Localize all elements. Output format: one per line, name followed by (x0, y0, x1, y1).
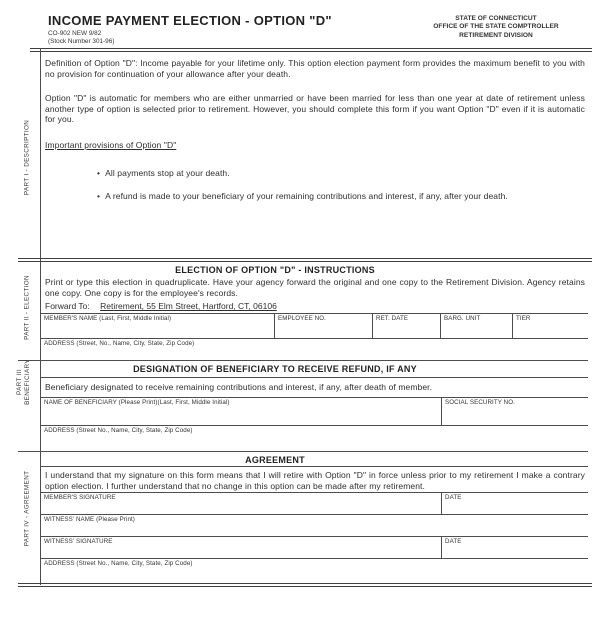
ssn-field-label: SOCIAL SECURITY NO. (445, 399, 515, 406)
part1-paragraph-automatic: Option "D" is automatic for members who are either unmarried or have been married for less than one year at date of retirement unless another type of option is selected prior to retirement. However, you should complete this form if you want Option "D" even if it is automatic for you. (45, 93, 585, 125)
rule-top-double (30, 48, 592, 52)
part3-side-label-line2: BENEFICIARY (24, 359, 31, 405)
agency-line-division: RETIREMENT DIVISION (459, 31, 533, 39)
part1-paragraph-definition: Definition of Option "D": Income payable for your lifetime only. This option election payment form provides the maximum benefit to you with no provision for continuation of your allowance after your death. (45, 58, 585, 79)
bullet-2-text: A refund is made to your beneficiary of your remaining contributions and interest, if any, after your death. (105, 191, 508, 201)
rule-member-row-bottom (40, 338, 588, 339)
part2-title: ELECTION OF OPTION "D" - INSTRUCTIONS (175, 265, 375, 275)
part3-title: DESIGNATION OF BENEFICIARY TO RECEIVE REFUND, IF ANY (133, 364, 417, 374)
form-number: CO-902 NEW 9/82 (48, 30, 102, 37)
part3-description: Beneficiary designated to receive remaining contributions and interest, if any, after death of member. (45, 382, 433, 392)
rule-witness-name-top (40, 514, 588, 515)
forward-to-line (45, 301, 277, 311)
forward-to-label: Forward To: (45, 301, 90, 311)
part3-side-label-line1: PART III (16, 369, 23, 395)
rule-beneficiary-row-bottom (40, 425, 588, 426)
part3-side-label (16, 337, 32, 427)
rule-member-sig-top (40, 492, 588, 493)
form-title: INCOME PAYMENT ELECTION - OPTION "D" (48, 13, 332, 28)
member-sig-date-field-label: DATE (445, 494, 462, 501)
employee-no-field-label: EMPLOYEE NO. (278, 315, 326, 322)
part1-provisions-heading: Important provisions of Option "D" (45, 140, 177, 150)
rule-col-bargunit (440, 313, 441, 338)
rule-col-date1 (441, 492, 442, 514)
rule-part2-part3 (18, 360, 588, 361)
beneficiary-name-field-label: NAME OF BENEFICIARY (Please Print)(Last, First, Middle Initial) (44, 399, 230, 406)
member-signature-field-label: MEMBER'S SIGNATURE (44, 494, 116, 501)
rule-col-employee (274, 313, 275, 338)
stock-number: (Stock Number 301-96) (48, 38, 115, 45)
rule-part1-part2-double (18, 258, 592, 262)
rule-bottom-double (18, 583, 592, 587)
rule-part3-part4 (18, 451, 588, 452)
rule-beneficiary-row-top (40, 397, 588, 398)
part4-title: AGREEMENT (245, 455, 305, 465)
witness-sig-date-field-label: DATE (445, 538, 462, 545)
part4-agreement-text: I understand that my signature on this form means that I will retire with Option "D" in force unless prior to my retirement I make a contrary option election. I further understand that no change in this option can be made after my retirement. (45, 470, 585, 491)
rule-col-date2 (441, 536, 442, 558)
member-address-field-label: ADDRESS (Street, No., Name, City, State, Zip Code) (44, 340, 195, 347)
rule-address-row-top (40, 558, 588, 559)
member-name-field-label: MEMBER'S NAME (Last, First, Middle Initial) (44, 315, 172, 322)
part1-bullet-2 (97, 191, 567, 202)
bullet-1-text: All payments stop at your death. (105, 168, 230, 178)
agency-line-office: OFFICE OF THE STATE COMPTROLLER (433, 23, 559, 31)
rule-col-tier (512, 313, 513, 338)
beneficiary-address-field-label: ADDRESS (Street No., Name, City, State, Zip Code) (44, 427, 193, 434)
bullet-icon: • (97, 191, 101, 201)
rule-member-row-top (40, 313, 588, 314)
rule-witness-sig-top (40, 536, 588, 537)
forward-to-address: Retirement, 55 Elm Street, Hartford, CT, 06106 (100, 301, 277, 311)
agency-line-state: STATE OF CONNECTICUT (455, 15, 537, 22)
part4-side-label: PART IV - AGREEMENT (23, 470, 31, 547)
rule-col-ssn (441, 397, 442, 425)
part2-side-label: PART II - ELECTION (23, 275, 31, 340)
witness-name-field-label: WITNESS' NAME (Please Print) (44, 516, 135, 523)
bullet-icon: • (97, 168, 101, 178)
rule-part3-title-bottom (40, 377, 588, 378)
part1-bullet-1 (97, 168, 557, 179)
rule-col-retdate (372, 313, 373, 338)
tier-field-label: TIER (516, 315, 531, 322)
ret-date-field-label: RET. DATE (376, 315, 409, 322)
agency-header (398, 15, 594, 40)
rule-part4-title-bottom (40, 466, 588, 467)
barg-unit-field-label: BARG. UNIT (444, 315, 481, 322)
part2-instructions: Print or type this election in quadruplicate. Have your agency forward the original and one copy to the Retirement Division. Agency retains one copy. One copy is for the employee's records. (45, 277, 585, 298)
witness-signature-field-label: WITNESS' SIGNATURE (44, 538, 113, 545)
part1-side-label: PART I - DESCRIPTION (23, 119, 31, 196)
part4-address-field-label: ADDRESS (Street No., Name, City, State, Zip Code) (44, 560, 193, 567)
rule-left-border (40, 48, 41, 585)
